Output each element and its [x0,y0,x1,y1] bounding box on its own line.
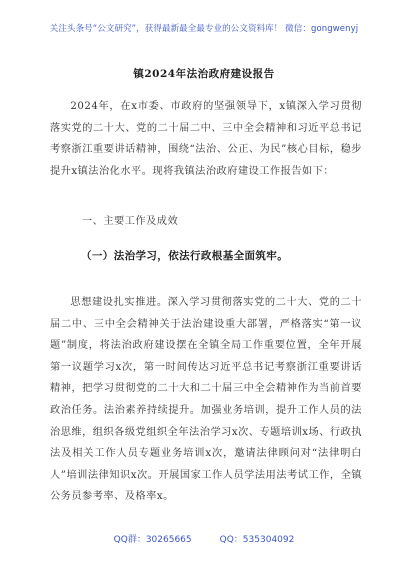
body-paragraph: 思想建设扎实推进。深入学习贯彻落实党的二十大、党的二十届二中、三中全会精神关于法治建设重大部署，严格落实“第一议题”制度，将法治政府建设摆在全镇全局工作重要位置，全年开展第一议题学习x次，第一时间传达习近平总书记考察浙江重要讲话精神，把学习贯彻党的二十大和二十届三中全会精神作为当前首要政治任务。法治素养持续提升。加强业务培训，提升工作人员的法治思维，组织各级党组织全年法治学习x次、专题培训x场、行政执法及相关工作人员专题业务培训x次，邀请法律顾问对“法律明白人”培训法律知识x次。开展国家工作人员学法用法考试工作，全镇公务员参考率、及格率x。 [50,297,362,503]
intro-paragraph: 2024年，在x市委、市政府的坚强领导下，x镇深入学习贯彻落实党的二十大、党的二十届二中、三中全会精神和习近平总书记考察浙江重要讲话精神，围绕“法治、公正、为民”核心目标，稳步提升x镇法治化水平。现将我镇法治政府建设工作报告如下： [50,101,362,177]
document-title: 镇2024年法治政府建设报告 [133,68,275,80]
header-banner: 关注头条号“公文研究”，获得最新最全最专业的公文资料库！ 微信：gongwenyj [49,24,359,34]
footer-qq: QQ：535304092 [219,535,295,545]
section-heading: 一、主要工作及成效 [82,216,179,227]
footer-contact [0,532,408,545]
intro-section [50,96,362,182]
footer-qq-group: QQ群：30265665 [113,535,192,545]
sub-heading: （一）法治学习，依法行政根基全面筑牢。 [81,250,289,262]
body-section [50,292,362,508]
